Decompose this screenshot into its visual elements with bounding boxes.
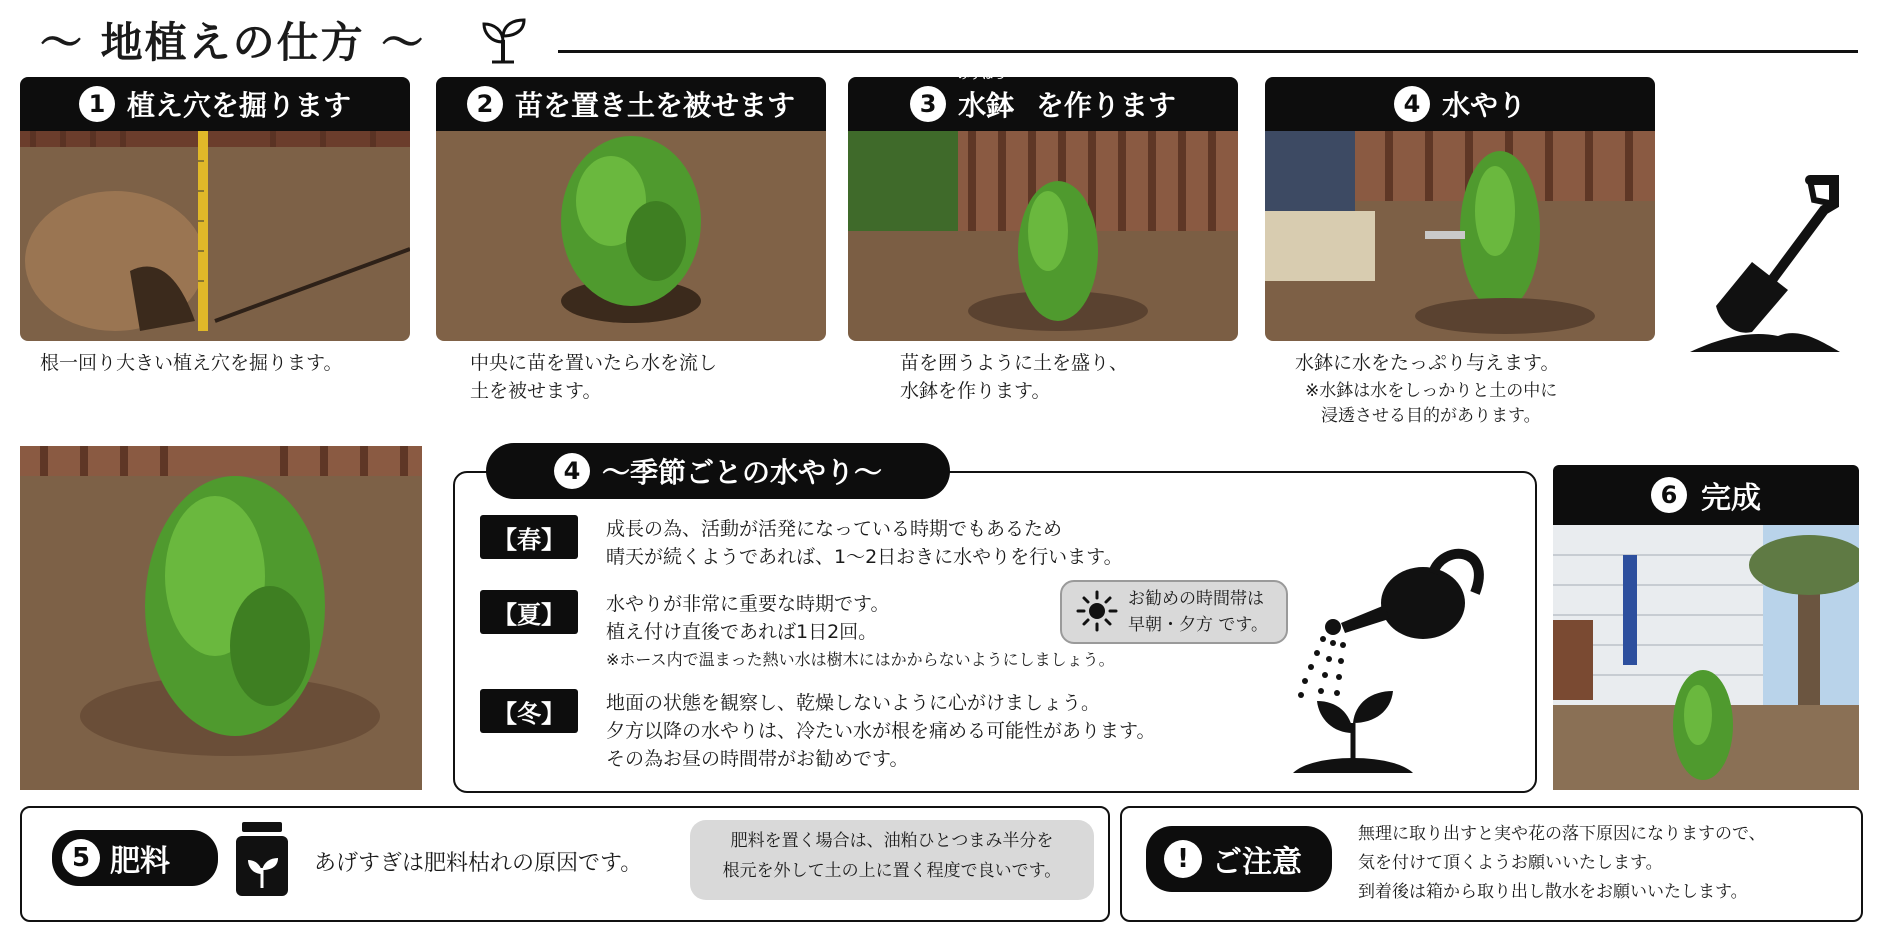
step-2-header: [436, 77, 826, 131]
season-text: 植え付け直後であれば1日2回。: [606, 621, 878, 643]
step-2-photo: [436, 131, 826, 341]
step-1-photo: [20, 131, 410, 341]
season-winter: [480, 689, 1155, 773]
fertilizer-detail-text: 肥料を置く場合は、油粕ひとつまみ半分を: [730, 831, 1054, 851]
step-number: 6: [1651, 477, 1687, 513]
completed-header: [1553, 465, 1859, 525]
section-title: 肥料: [110, 844, 170, 879]
season-text: 晴天が続くようであれば、1〜2日おきに水やりを行います。: [606, 546, 1123, 568]
step-note: ※水鉢は水をしっかりと土の中に: [1305, 381, 1558, 401]
season-tag-winter: 【冬】: [480, 689, 578, 733]
fertilizer-detail: [690, 820, 1094, 900]
title-rule: [558, 50, 1858, 53]
fertilizer-header: [52, 830, 218, 886]
step-title-kanji: [958, 68, 1015, 124]
step-title: 苗を置き土を被せます: [514, 89, 795, 122]
planted-shrub-photo: [20, 446, 422, 790]
season-note: ※ホース内で温まった熱い水は樹木にはかからないようにしましょう。: [606, 650, 1115, 669]
step-title: 完成: [1701, 481, 1761, 516]
step-4-photo: [1265, 131, 1655, 341]
step-title-main: 水鉢: [958, 89, 1015, 122]
fertilizer-bottle-icon: [234, 822, 290, 898]
page-title: 〜 地植えの仕方 〜: [40, 18, 426, 67]
step-caption: 根一回り大きい植え穴を掘ります。: [40, 352, 343, 374]
caution-header: [1146, 826, 1332, 892]
exclamation-icon: !: [1164, 840, 1202, 878]
step-1-header: [20, 77, 410, 131]
step-caption-line2: 水鉢を作ります。: [900, 380, 1051, 402]
step-4: [1265, 77, 1655, 429]
caution-panel: [1120, 806, 1863, 922]
step-caption-line2: 土を被せます。: [470, 380, 602, 402]
step-number: 1: [79, 86, 115, 122]
step-title: 水やり: [1441, 89, 1526, 122]
season-text: 地面の状態を観察し、乾燥しないように心がけましょう。: [606, 692, 1101, 714]
season-spring: [480, 515, 1123, 571]
step-note-line2: 浸透させる目的があります。: [1321, 406, 1541, 426]
season-summer: [480, 590, 1115, 674]
step-number: 2: [467, 86, 503, 122]
step-3: [848, 68, 1238, 405]
step-4-header: [1265, 77, 1655, 131]
completed-photo: [1553, 525, 1859, 790]
step-caption: 水鉢に水をたっぷり与えます。: [1295, 352, 1560, 374]
section-title: ご注意: [1212, 845, 1302, 880]
season-text: 水やりが非常に重要な時期です。: [606, 593, 890, 615]
step-1: [20, 77, 410, 377]
season-text: 成長の為、活動が活発になっている時期でもあるため: [606, 518, 1063, 540]
step-3-photo: [848, 131, 1238, 341]
caution-line: 到着後は箱から取り出し散水をお願いいたします。: [1358, 882, 1748, 902]
seasonal-watering-panel: [453, 471, 1537, 793]
fertilizer-panel: [20, 806, 1110, 922]
step-3-header: [848, 68, 1238, 131]
season-text: 夕方以降の水やりは、冷たい水が根を痛める可能性があります。: [606, 720, 1156, 742]
step-number: 4: [1394, 86, 1430, 122]
watering-can-icon: [1293, 543, 1493, 773]
fertilizer-detail-text: 根元を外して土の上に置く程度で良いです。: [722, 861, 1062, 881]
step-caption: 苗を囲うように土を盛り、: [900, 352, 1129, 374]
tip-text: 早朝・夕方 です。: [1128, 615, 1269, 635]
step-caption: 中央に苗を置いたら水を流し: [470, 352, 718, 374]
ruby-text: みずばち: [958, 68, 1007, 81]
caution-line: 無理に取り出すと実や花の落下原因になりますので、: [1358, 824, 1766, 844]
step-2: [436, 77, 826, 405]
tip-text: お勧めの時間帯は: [1128, 589, 1264, 609]
season-text: その為お昼の時間帯がお勧めです。: [606, 748, 909, 770]
section-number: 5: [62, 839, 100, 877]
recommended-time-tip: [1060, 580, 1288, 644]
season-tag-spring: 【春】: [480, 515, 578, 559]
caution-line: 気を付けて頂くようお願いいたします。: [1358, 853, 1663, 873]
section-number: 4: [554, 453, 590, 489]
sun-icon: [1076, 590, 1118, 632]
sprout-icon: [478, 16, 528, 64]
shovel-icon: [1690, 170, 1842, 355]
step-title: を作ります: [1026, 89, 1176, 122]
step-number: 3: [910, 86, 946, 122]
seasonal-watering-header: [486, 443, 950, 499]
section-title: 〜季節ごとの水やり〜: [601, 456, 882, 489]
season-tag-summer: 【夏】: [480, 590, 578, 634]
fertilizer-text: あげすぎは肥料枯れの原因です。: [314, 851, 643, 876]
step-title: 植え穴を掘ります: [126, 89, 351, 122]
caution-text: [1358, 820, 1766, 907]
